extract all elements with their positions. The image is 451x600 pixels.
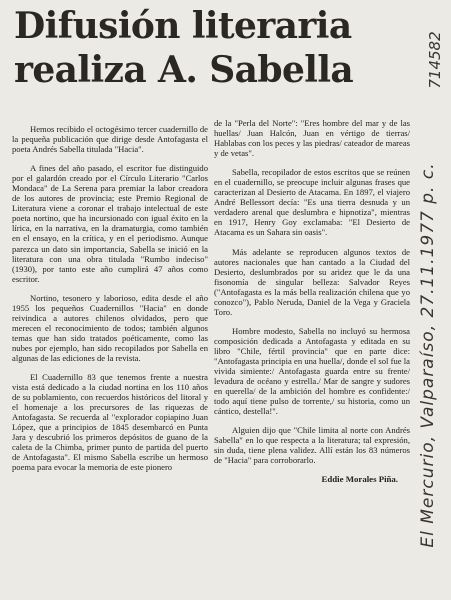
paragraph: A fines del año pasado, el escritor fue distinguido por el galardón creado por el Círculo Literario "Carlos Mondaca" de La Serena para premiar la labor creadora de los autores de provincia; este Premio Regional de Literatura viene a coronar el trabajo intelectual de este poeta nortino, que ha incursionado con igual éxito en la lírica, en la narrativa, en la dramaturgia, como también en el ensayo, en la crítica, y en el periodismo. Aunque parezca un dato sin importancia, Sabella se inició en la literatura con una obra titulada "Rumbo indeciso" (1930), por tanto este año cumplirá 47 años como escritor. [12, 163, 208, 284]
paragraph: Más adelante se reproducen algunos textos de autores nacionales que han cantado a la Ciudad del Desierto, deslumbrados por su aridez que le da una fisonomía de singular belleza: Salvador Reyes ("Antofagasta es la más bella realización chilena que yo conozco"), Pablo Neruda, Daniel de la Vega y Graciela Toro. [214, 246, 410, 317]
headline-line-1: Difusión literaria [14, 5, 352, 47]
handwritten-catalog-text: 714582 [426, 31, 444, 89]
article-byline: Eddie Morales Piña. [321, 474, 398, 485]
headline-line-2: realiza A. Sabella [14, 49, 354, 91]
paragraph: Nortino, tesonero y laborioso, edita desde el año 1955 los pequeños Cuadernillos "Hacia" en donde reivindica a autores chilenos olvidados, pero que merecen el reconocimiento de todos; también algunos temas que han sido tratados poéticamente, como las nubes por ejemplo, han sido recopilados por Sabella en algunas de las ediciones de la revista. [12, 292, 208, 363]
paragraph: Hombre modesto, Sabella no incluyó su hermosa composición dedicada a Antofagasta y editada en su libro "Chile, fértil provincia" que en parte dice: "Antofagasta principia en una huella/, donde el sol fue la vivida simiente:/ Antofagasta guarda entre su frente/ levadura de océano y estrella./ Mar de sangre y sudores en querella/ de la ambición del hombre es confidente:/ todo aquí tiene pulso de torrente,/ su historia, como un cántico, destella!". [214, 325, 410, 417]
handwritten-source-note [403, 120, 451, 590]
paragraph: El Cuadernillo 83 que tenemos frente a nuestra vista está dedicado a la ciudad nortina en los 110 años de su poblamiento, con recuerdos históricos del litoral y el homenaje a los precursores de las riquezas de Antofagasta. Se recuerda al "explorador copiapino Juan López, que a principios de 1845 desembarcó en Punta Jara y descubrió los primeros depósitos de guano de la caleta de la Chimba, primer punto de partida del puerto de Antofagasta". El mismo Sabella escribe un hermoso poema para evocar la memoria de este pionero [12, 372, 208, 473]
article-column-right [214, 118, 410, 485]
paragraph: Sabella, recopilador de estos escritos que se reúnen en el cuadernillo, se preocupe incluir algunas frases que caracterizan al Desierto de Atacama. En 1897, el viajero André Bellessort decía: "Es una tierra desnuda y un verdadero arenal que deslumbra e hipnotiza", mientras en 1917, Henry Goy exclamaba: "El Desierto de Atacama es un Sahara sin oasis". [214, 167, 410, 238]
handwritten-source-text: El Mercurio, Valparaíso, 27.11.1977 p. c. [418, 162, 438, 548]
handwritten-catalog-number [423, 20, 447, 100]
paragraph: de la "Perla del Norte": "Eres hombre del mar y de las huellas/ Juan Halcón, Juan en vértigo de tierras/ Hablabas con los peces y las piedras/ cateador de mareas y de vetas". [214, 118, 410, 159]
article-headline [14, 4, 414, 92]
paragraph: Hemos recibido el octogésimo tercer cuadernillo de la pequeña publicación que dirige desde Antofagasta el poeta Andrés Sabella titulada "Hacia". [12, 124, 208, 155]
article-column-left [12, 124, 208, 482]
paragraph: Alguien dijo que "Chile limita al norte con Andrés Sabella" en lo que respecta a la literatura; tal expresión, sin duda, tiene plena validez. Allí están los 83 números de "Hacia" para corroborarlo. [214, 425, 410, 466]
